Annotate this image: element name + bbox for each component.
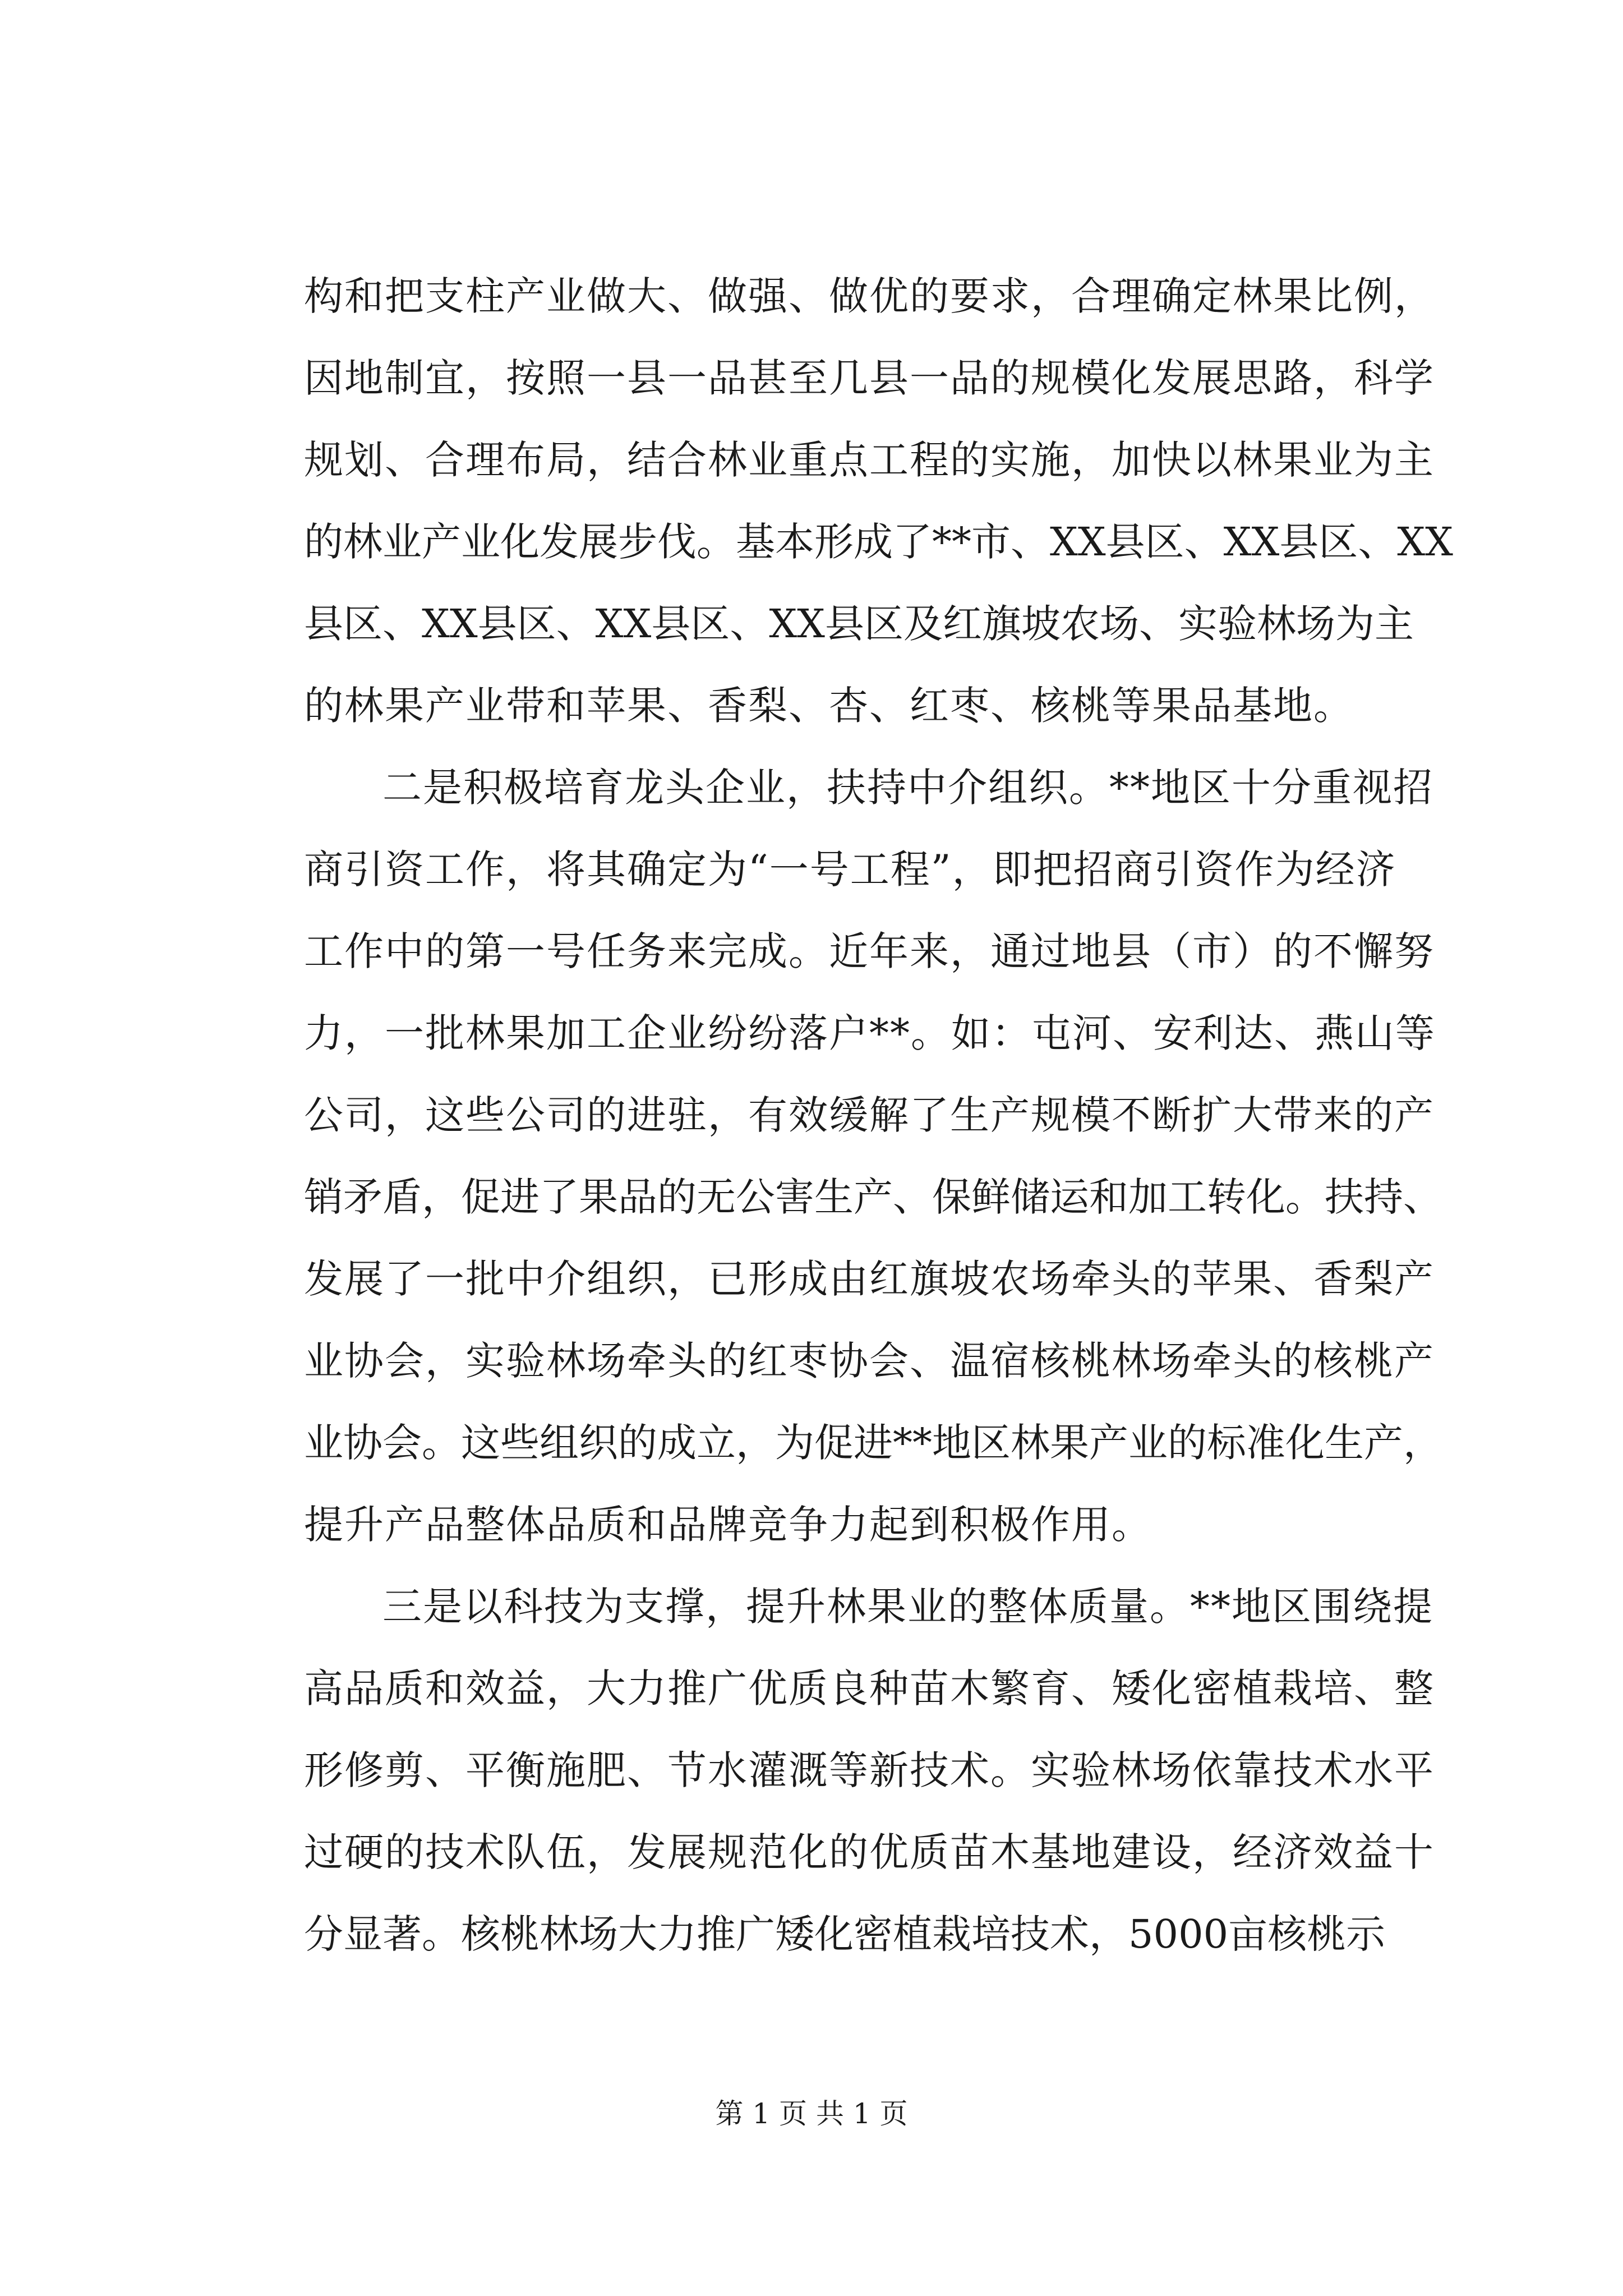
page-footer xyxy=(0,2097,1623,2131)
text-line: 提升产品整体品质和品牌竞争力起到积极作用。 xyxy=(304,1502,1152,1548)
text-line: 力，一批林果加工企业纷纷落户**。如：屯河、安利达、燕山等 xyxy=(304,1010,1436,1056)
text-line: 因地制宜，按照一县一品甚至几县一品的规模化发展思路，科学 xyxy=(304,355,1435,401)
text-line: 县区、XX县区、XX县区、XX县区及红旗坡农场、实验林场为主 xyxy=(304,601,1414,647)
text-line: 构和把支柱产业做大、做强、做优的要求，合理确定林果比例， xyxy=(304,273,1435,319)
text-line: 高品质和效益，大力推广优质良种苗木繁育、矮化密植栽培、整 xyxy=(304,1665,1435,1711)
text-line: 分显著。核桃林场大力推广矮化密植栽培技术，5000亩核桃示 xyxy=(304,1911,1386,1957)
paragraph-start-line: 三是以科技为支撑，提升林果业的整体质量。**地区围绕提 xyxy=(382,1584,1433,1630)
text-line: 业协会，实验林场牵头的红枣协会、温宿核桃林场牵头的核桃产 xyxy=(304,1338,1435,1384)
text-line: 商引资工作，将其确定为“一号工程”，即把招商引资作为经济 xyxy=(304,846,1396,892)
text-line: 的林业产业化发展步伐。基本形成了**市、XX县区、XX县区、XX xyxy=(304,519,1454,565)
text-line: 发展了一批中介组织，已形成由红旗坡农场牵头的苹果、香梨产 xyxy=(304,1256,1435,1302)
body-text xyxy=(304,255,1454,1975)
text-line: 形修剪、平衡施肥、节水灌溉等新技术。实验林场依靠技术水平 xyxy=(304,1747,1435,1793)
text-line: 的林果产业带和苹果、香梨、杏、红枣、核桃等果品基地。 xyxy=(304,683,1354,729)
text-line: 业协会。这些组织的成立，为促进**地区林果产业的标准化生产， xyxy=(304,1420,1442,1466)
text-line: 销矛盾，促进了果品的无公害生产、保鲜储运和加工转化。扶持、 xyxy=(304,1174,1442,1220)
text-line: 规划、合理布局，结合林业重点工程的实施，加快以林果业为主 xyxy=(304,437,1435,483)
text-line: 过硬的技术队伍，发展规范化的优质苗木基地建设，经济效益十 xyxy=(304,1829,1435,1875)
text-line: 工作中的第一号任务来完成。近年来，通过地县（市）的不懈努 xyxy=(304,928,1435,974)
paragraph-start-line: 二是积极培育龙头企业，扶持中介组织。**地区十分重视招 xyxy=(382,765,1433,811)
text-line: 公司，这些公司的进驻，有效缓解了生产规模不断扩大带来的产 xyxy=(304,1092,1435,1138)
page-number-label: 第 1 页 共 1 页 xyxy=(715,2097,908,2130)
